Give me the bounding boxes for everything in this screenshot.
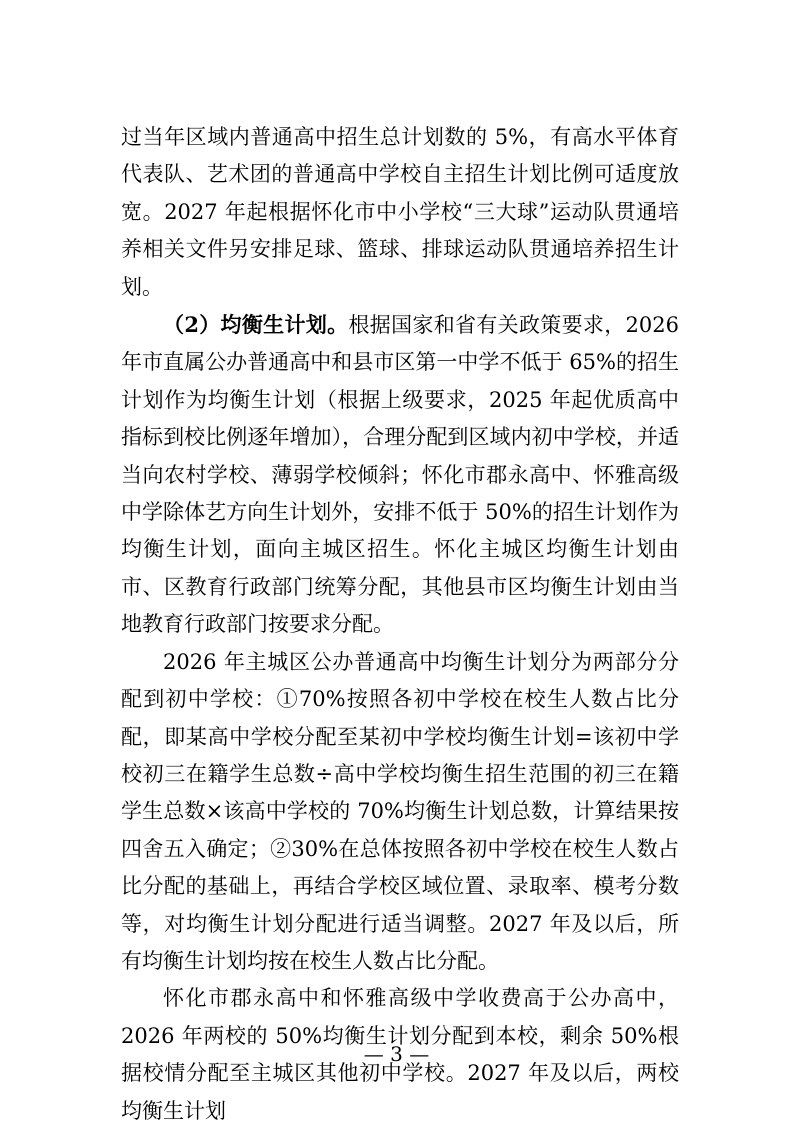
- paragraph-text: 过当年区域内普通高中招生总计划数的 5%，有高水平体育代表队、艺术团的普通高中学校自主招生计划比例可适度放宽。2027 年起根据怀化市中小学校“三大球”运动队贯通培养相关文件另安排足球、篮球、排球运动队贯通培养招生计划。: [121, 125, 679, 299]
- paragraph-text: 怀化市郡永高中和怀雅高级中学收费高于公办高中，2026 年两校的 50%均衡生计划分配到本校，剩余 50%根据校情分配至主城区其他初中学校。2027 年及以后，两校均衡生计划: [121, 986, 679, 1123]
- paragraph-text: 2026 年主城区公办普通高中均衡生计划分为两部分分配到初中学校：①70%按照各初中学校在校生人数占比分配，即某高中学校分配至某初中学校均衡生计划=该初中学校初三在籍学生总数÷高中学校均衡生招生范围的初三在籍学生总数×该高中学校的 70%均衡生计划总数，计算结果按四舍五入确定；②30%在总体按照各初中学校在校生人数占比分配的基础上，再结合学校区域位置、录取率、模考分数等，对均衡生计划分配进行适当调整。2027 年及以后，所有均衡生计划均按在校生人数占比分配。: [121, 649, 679, 973]
- paragraph-allocation-2026: [121, 644, 679, 981]
- section-heading: （2）均衡生计划。: [163, 312, 349, 338]
- paragraph-continuation: [121, 119, 679, 306]
- paragraph-balanced-plan: [121, 306, 679, 644]
- page-number: — 3 —: [363, 1042, 430, 1066]
- paragraph-text: 根据国家和省有关政策要求，2026 年市直属公办普通高中和县市区第一中学不低于 65%的招生计划作为均衡生计划（根据上级要求，2025 年起优质高中指标到校比例逐年增加），合理分配到区域内初中学校，并适当向农村学校、薄弱学校倾斜；怀化市郡永高中、怀雅高级中学除体艺方向生计划外，安排不低于 50%的招生计划作为均衡生计划，面向主城区招生。怀化主城区均衡生计划由市、区教育行政部门统筹分配，其他县市区均衡生计划由当地教育行政部门按要求分配。: [121, 313, 679, 637]
- document-body: [121, 119, 679, 1130]
